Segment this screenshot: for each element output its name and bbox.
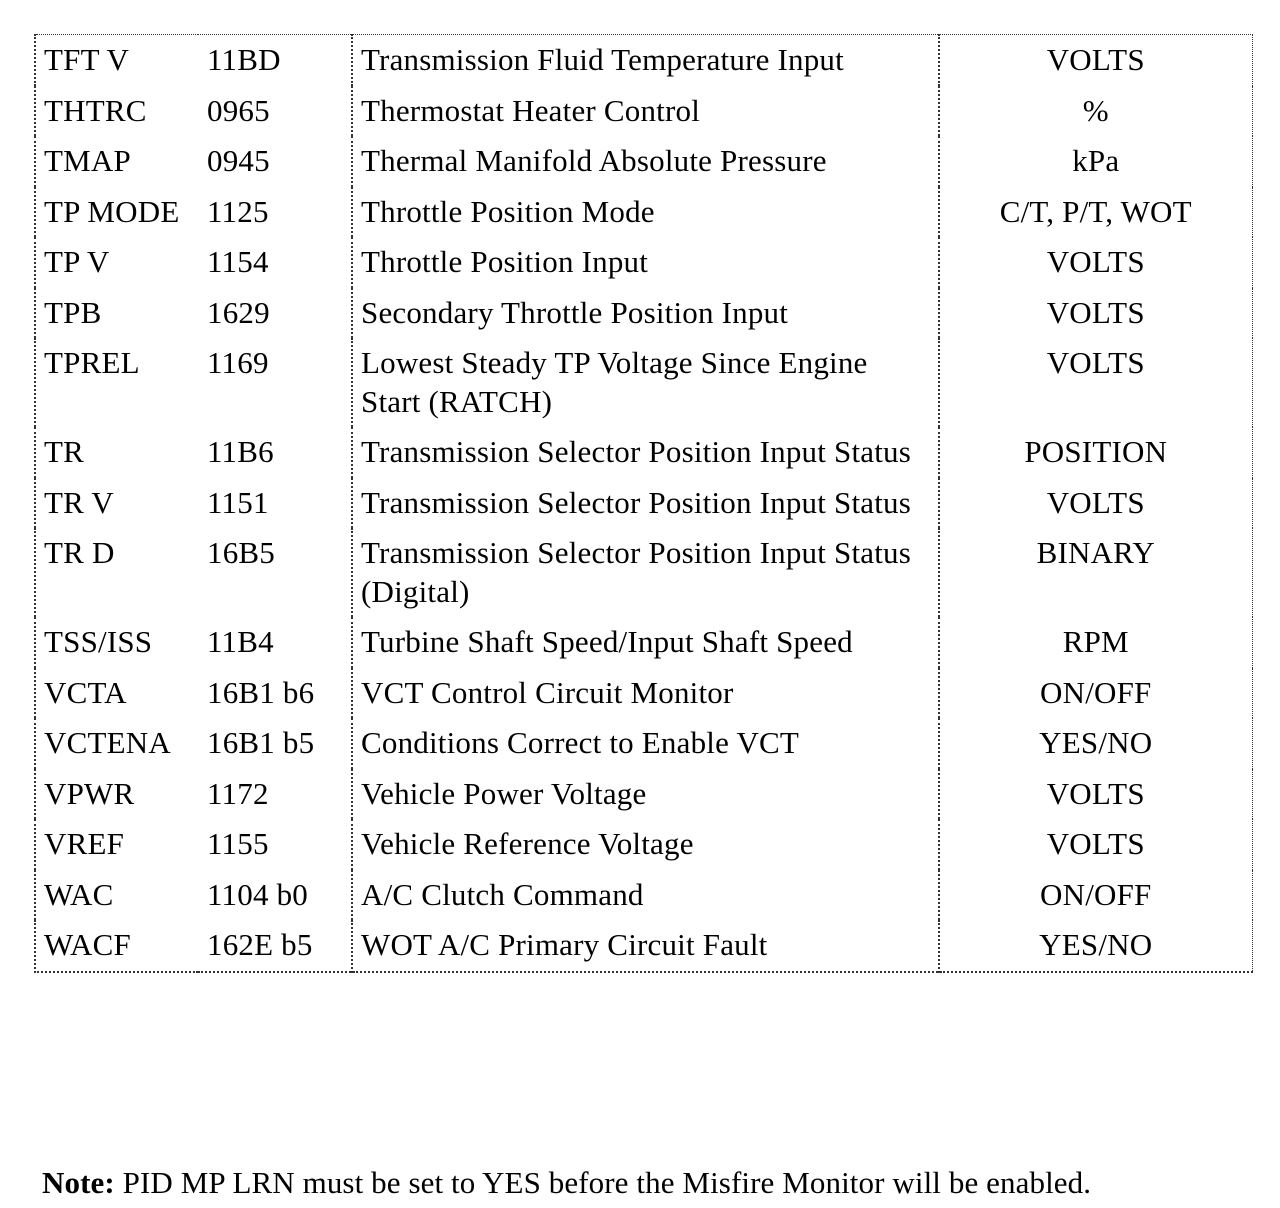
units-cell: VOLTS: [1046, 484, 1145, 520]
code-cell: 0965: [207, 92, 270, 128]
table-row: [35, 668, 1252, 719]
code-cell: 1154: [207, 244, 269, 279]
code-cell: 1629: [207, 294, 270, 330]
pid-cell: TP MODE: [44, 193, 180, 229]
units-cell: BINARY: [1036, 535, 1155, 570]
note-text: PID MP LRN must be set to YES before the Misfire Monitor will be enabled.: [114, 1165, 1092, 1200]
units-cell: ON/OFF: [1040, 674, 1152, 710]
units-cell: YES/NO: [1039, 725, 1153, 760]
description-cell: Secondary Throttle Position Input: [352, 288, 939, 339]
description-cell: WOT A/C Primary Circuit Fault: [352, 920, 939, 972]
pid-cell: THTRC: [44, 92, 147, 128]
description-cell: Conditions Correct to Enable VCT: [352, 718, 939, 769]
pid-cell: TR: [44, 434, 85, 469]
pid-cell: TP V: [44, 244, 110, 279]
note-paragraph: [42, 1163, 1091, 1203]
table-row: [35, 187, 1252, 238]
code-cell: 1172: [207, 775, 269, 811]
pid-cell: WACF: [44, 927, 131, 962]
units-cell: VOLTS: [1046, 775, 1145, 811]
units-cell: RPM: [1062, 624, 1129, 659]
table-row: [35, 338, 1252, 427]
code-cell: 0945: [207, 143, 270, 178]
description-cell: Thermal Manifold Absolute Pressure: [352, 136, 939, 187]
units-cell: VOLTS: [1046, 244, 1145, 279]
units-cell: %: [1082, 92, 1109, 128]
pid-cell: TFT V: [44, 42, 130, 77]
units-cell: VOLTS: [1046, 345, 1145, 380]
pid-cell: WAC: [44, 876, 114, 912]
units-cell: VOLTS: [1046, 294, 1145, 330]
description-cell: Lowest Steady TP Voltage Since Engine Start (RATCH): [352, 338, 939, 427]
table-row: [35, 718, 1252, 769]
description-cell: Turbine Shaft Speed/Input Shaft Speed: [352, 617, 939, 668]
pid-cell: VREF: [44, 826, 125, 861]
description-cell: Vehicle Reference Voltage: [352, 819, 939, 870]
code-cell: 16B1 b6: [207, 674, 315, 710]
pid-cell: TMAP: [44, 143, 131, 178]
table-row: [35, 478, 1252, 529]
units-cell: VOLTS: [1046, 826, 1145, 861]
code-cell: 1125: [207, 193, 269, 229]
table-row: [35, 35, 1252, 86]
units-cell: kPa: [1072, 143, 1120, 178]
description-cell: Transmission Selector Position Input Status: [352, 427, 939, 478]
table-row: [35, 86, 1252, 137]
units-cell: POSITION: [1024, 434, 1168, 469]
pid-cell: VPWR: [44, 775, 135, 811]
table-row: [35, 427, 1252, 478]
code-cell: 11B4: [207, 624, 274, 659]
description-cell: Transmission Fluid Temperature Input: [352, 35, 939, 86]
table-row: [35, 136, 1252, 187]
description-cell: Transmission Selector Position Input Status: [352, 478, 939, 529]
pid-cell: VCTA: [44, 674, 127, 710]
pid-cell: TSS/ISS: [44, 624, 153, 659]
pid-cell: TPB: [44, 294, 102, 330]
units-cell: VOLTS: [1046, 42, 1145, 77]
table-row: [35, 769, 1252, 820]
code-cell: 1151: [207, 484, 269, 520]
code-cell: 1104 b0: [207, 876, 308, 912]
table-row: [35, 288, 1252, 339]
pid-cell: VCTENA: [44, 725, 171, 760]
code-cell: 1169: [207, 345, 269, 380]
description-cell: A/C Clutch Command: [352, 870, 939, 921]
code-cell: 16B5: [207, 535, 275, 570]
units-cell: C/T, P/T, WOT: [999, 193, 1192, 229]
table-row: [35, 819, 1252, 870]
table-row: [35, 617, 1252, 668]
code-cell: 162E b5: [207, 927, 313, 962]
units-cell: ON/OFF: [1040, 876, 1152, 912]
description-cell: Transmission Selector Position Input Status (Digital): [352, 528, 939, 617]
pid-table-body: [35, 35, 1252, 972]
description-cell: Vehicle Power Voltage: [352, 769, 939, 820]
description-cell: Throttle Position Mode: [352, 187, 939, 238]
code-cell: 16B1 b5: [207, 725, 315, 760]
pid-cell: TR D: [44, 535, 115, 570]
units-cell: YES/NO: [1039, 927, 1153, 962]
description-cell: Throttle Position Input: [352, 237, 939, 288]
table-row: [35, 528, 1252, 617]
description-cell: Thermostat Heater Control: [352, 86, 939, 137]
pid-cell: TPREL: [44, 345, 140, 380]
pid-cell: TR V: [44, 484, 114, 520]
code-cell: 1155: [207, 826, 269, 861]
description-cell: VCT Control Circuit Monitor: [352, 668, 939, 719]
table-row: [35, 920, 1252, 972]
table-row: [35, 870, 1252, 921]
pid-table: [34, 34, 1253, 973]
code-cell: 11BD: [207, 42, 281, 77]
table-row: [35, 237, 1252, 288]
code-cell: 11B6: [207, 434, 274, 469]
note-label: Note:: [42, 1165, 115, 1200]
